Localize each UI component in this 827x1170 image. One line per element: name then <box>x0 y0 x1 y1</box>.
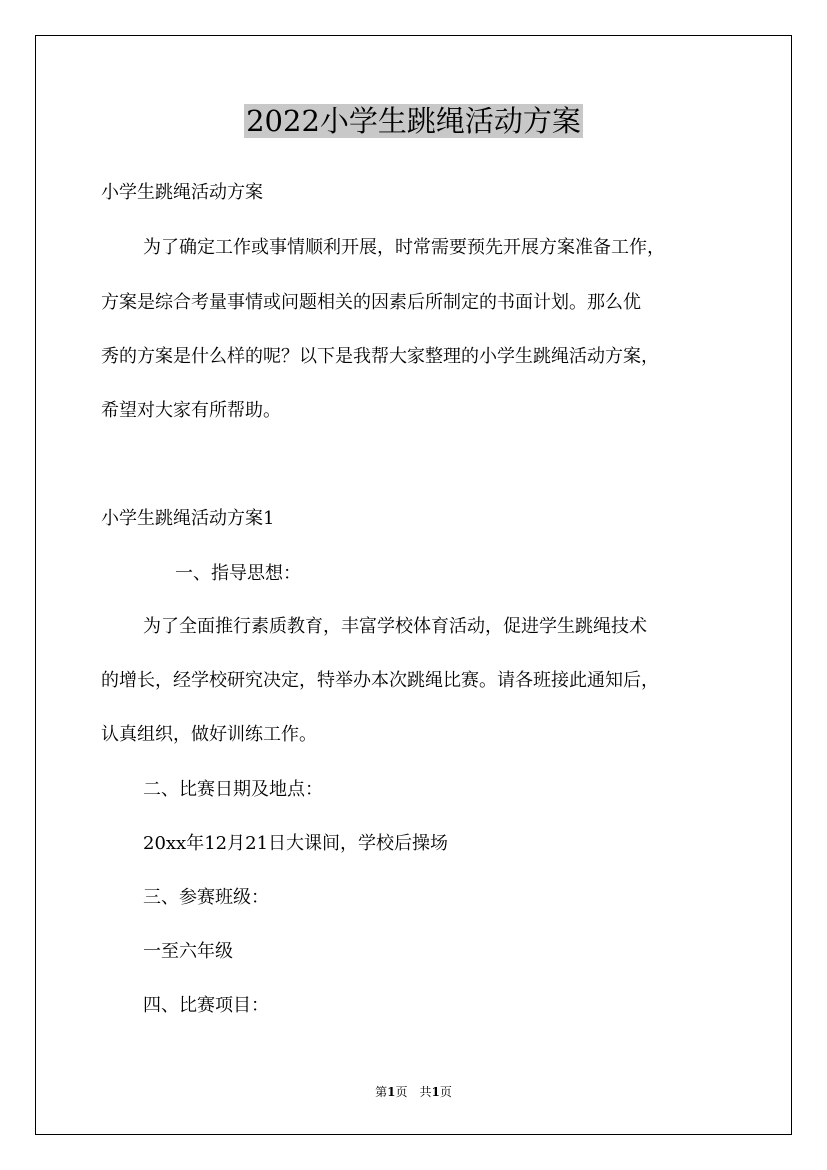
intro-line-4: 希望对大家有所帮助。 <box>101 400 281 421</box>
guiding-line-1: 为了全面推行素质教育，丰富学校体育活动，促进学生跳绳技术 <box>143 616 647 637</box>
class-heading: 三、参赛班级： <box>143 887 269 908</box>
footer-page-number: 1 <box>387 1085 396 1099</box>
intro-line-3: 秀的方案是什么样的呢？以下是我帮大家整理的小学生跳绳活动方案， <box>101 346 659 367</box>
date-heading: 二、比赛日期及地点： <box>143 779 323 800</box>
footer-page-total: 1 <box>431 1085 440 1099</box>
document-subtitle: 小学生跳绳活动方案 <box>101 182 263 203</box>
class-text: 一至六年级 <box>143 941 233 962</box>
document-title-block <box>0 100 827 142</box>
intro-line-2: 方案是综合考量事情或问题相关的因素后所制定的书面计划。那么优 <box>101 292 641 313</box>
footer-label-a: 第 <box>375 1085 388 1099</box>
section-heading: 小学生跳绳活动方案1 <box>101 508 275 529</box>
intro-line-1: 为了确定工作或事情顺利开展，时常需要预先开展方案准备工作， <box>143 237 665 258</box>
page-footer <box>0 1083 827 1100</box>
footer-label-b: 页 共 <box>395 1085 432 1099</box>
guiding-line-3: 认真组织，做好训练工作。 <box>101 724 317 745</box>
date-text: 20xx年12月21日大课间，学校后操场 <box>143 833 449 854</box>
guiding-line-2: 的增长，经学校研究决定，特举办本次跳绳比赛。请各班接此通知后， <box>101 670 659 691</box>
document-title: 2022小学生跳绳活动方案 <box>246 104 581 138</box>
footer-label-c: 页 <box>439 1085 452 1099</box>
guiding-heading: 一、指导思想： <box>175 563 301 584</box>
items-heading: 四、比赛项目： <box>143 995 269 1016</box>
